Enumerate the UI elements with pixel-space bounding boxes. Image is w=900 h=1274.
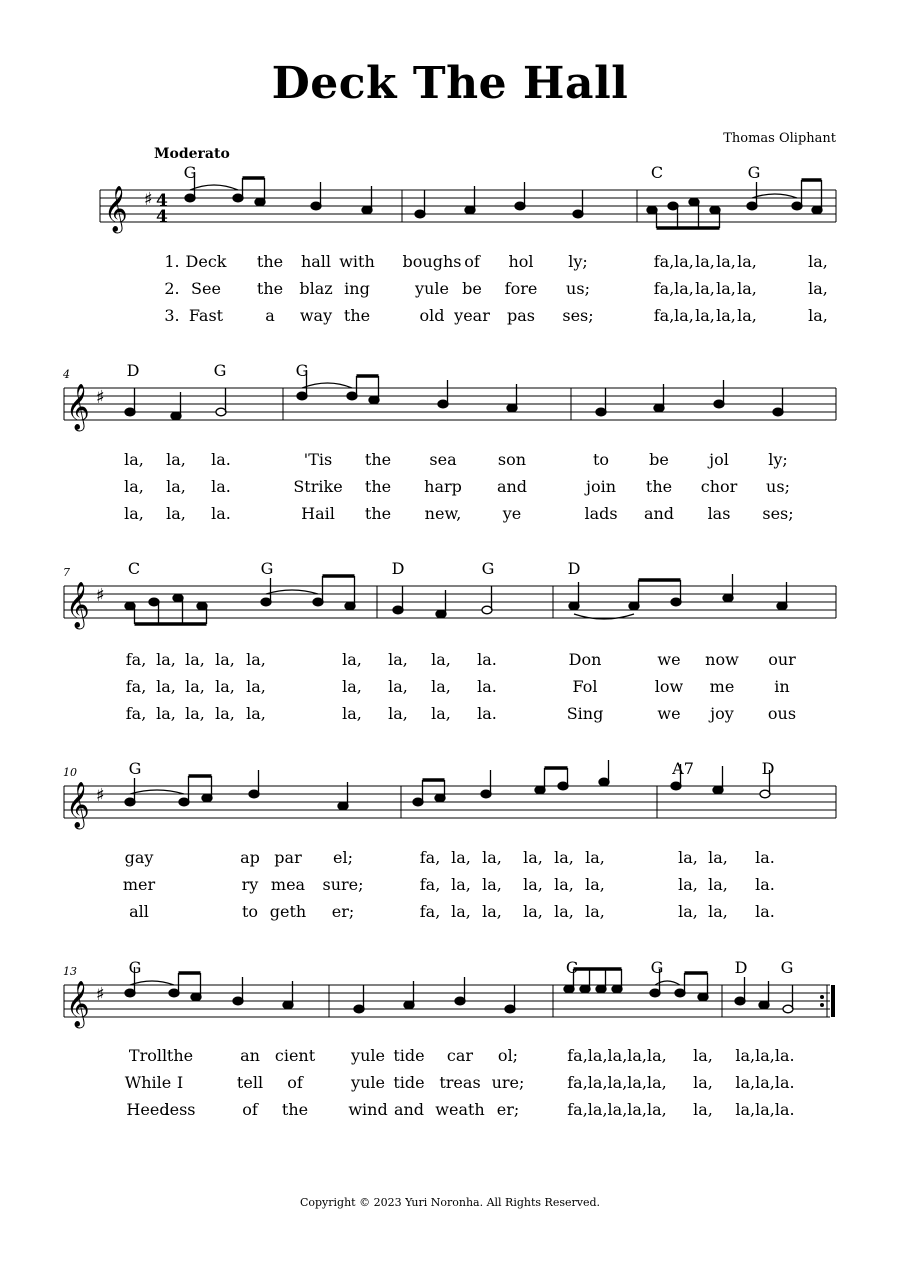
lyric-syllable: Strike — [293, 477, 343, 496]
lyric-syllable: la, — [156, 704, 176, 723]
lyric-syllable: er; — [496, 1100, 520, 1119]
lyric-syllable: la. — [211, 477, 231, 496]
lyric-syllable: the — [364, 504, 392, 523]
lyric-syllable: la, — [808, 306, 828, 325]
lyric-syllable: ses; — [762, 504, 794, 523]
lyric-syllable: la, — [693, 1100, 713, 1119]
lyric-syllable: la, — [554, 848, 574, 867]
lyric-syllable: geth — [269, 902, 307, 921]
lyric-syllable: ap — [240, 848, 260, 867]
chord-symbol: C — [565, 958, 579, 977]
lyric-syllable: la, — [808, 279, 828, 298]
chord-symbol: C — [127, 559, 141, 578]
lyric-syllable: la, — [554, 875, 574, 894]
lyric-syllable: la, — [678, 875, 698, 894]
key-signature-sharp-icon: ♯ — [96, 387, 105, 408]
lyric-syllable: la, — [451, 875, 471, 894]
lyric-syllable: and — [496, 477, 528, 496]
chord-symbol: G — [780, 958, 794, 977]
chord-symbol: G — [481, 559, 495, 578]
lyric-syllable: lads — [584, 504, 618, 523]
lyric-syllable: in — [774, 677, 790, 696]
lyric-syllable: la, — [737, 306, 757, 325]
composer-credit: Thomas Oliphant — [723, 131, 836, 146]
lyric-syllable: us; — [766, 477, 790, 496]
lyric-syllable: tell — [236, 1073, 264, 1092]
chord-symbol: G — [128, 958, 142, 977]
lyric-syllable: la. — [211, 504, 231, 523]
lyric-syllable: la, — [554, 902, 574, 921]
lyric-syllable: the — [364, 450, 392, 469]
lyric-syllable: fa,la,la,la,la, — [567, 1073, 667, 1092]
lyric-syllable: la, — [156, 677, 176, 696]
lyric-syllable: la, — [246, 704, 266, 723]
lyric-syllable: la, — [523, 902, 543, 921]
lyric-syllable: fa, — [653, 252, 675, 271]
lyric-syllable: of — [464, 252, 480, 271]
chord-symbol: D — [734, 958, 748, 977]
chord-symbol: G — [747, 163, 761, 182]
lyric-syllable: Fast — [188, 306, 224, 325]
lyric-syllable: la, — [716, 306, 736, 325]
key-signature-sharp-icon: ♯ — [144, 189, 153, 210]
lyric-syllable: la, — [674, 306, 694, 325]
lyric-syllable: la. — [477, 677, 497, 696]
lyric-syllable: to — [241, 902, 259, 921]
lyric-syllable: la, — [482, 848, 502, 867]
lyric-syllable: la, — [215, 677, 235, 696]
lyric-syllable: la, — [695, 306, 715, 325]
lyric-syllable: we — [657, 704, 681, 723]
lyric-syllable: Deck — [185, 252, 227, 271]
lyric-syllable: an — [240, 1046, 260, 1065]
lyric-syllable: fore — [504, 279, 538, 298]
lyric-syllable: Don — [568, 650, 602, 669]
lyric-syllable: la, — [585, 902, 605, 921]
lyric-syllable: la, — [246, 650, 266, 669]
lyric-syllable: See — [191, 279, 221, 298]
lyric-syllable: la, — [674, 252, 694, 271]
lyric-syllable: be — [649, 450, 669, 469]
verse-number: 3. — [164, 306, 180, 325]
song-title: Deck The Hall — [271, 58, 629, 109]
lyric-syllable: ly; — [568, 252, 588, 271]
lyric-syllable: blaz — [299, 279, 333, 298]
lyric-syllable: and — [643, 504, 675, 523]
treble-clef-icon: 𝄞 — [66, 981, 90, 1027]
lyric-syllable: la, — [215, 704, 235, 723]
lyric-syllable: la. — [477, 704, 497, 723]
lyric-syllable: now — [705, 650, 739, 669]
lyric-syllable: er; — [331, 902, 355, 921]
lyric-syllable: la, — [674, 279, 694, 298]
lyric-syllable: la. — [755, 848, 775, 867]
lyric-syllable: la, — [246, 677, 266, 696]
lyric-syllable: the — [256, 252, 284, 271]
lyric-syllable: our — [768, 650, 796, 669]
notes-system-1 — [185, 172, 822, 228]
lyric-syllable: la, — [156, 650, 176, 669]
lyric-syllable: la, — [388, 704, 408, 723]
lyric-syllable: yule — [415, 279, 449, 298]
lyric-syllable: la, — [342, 677, 362, 696]
chord-symbol: D — [567, 559, 581, 578]
lyric-syllable: cient — [274, 1046, 316, 1065]
lyric-syllable: ry — [241, 875, 259, 894]
lyric-syllable: joy — [710, 704, 734, 723]
chord-symbol: G — [128, 759, 142, 778]
lyric-syllable: la, — [388, 650, 408, 669]
treble-clef-icon: 𝄞 — [66, 782, 90, 828]
lyric-syllable: la, — [166, 477, 186, 496]
chord-symbol: G — [260, 559, 274, 578]
music-staff-1 — [0, 160, 900, 260]
lyric-syllable: Fol — [572, 677, 598, 696]
lyric-syllable: and — [393, 1100, 425, 1119]
lyric-syllable: chor — [700, 477, 738, 496]
key-signature-sharp-icon: ♯ — [96, 785, 105, 806]
lyric-syllable: la, — [708, 902, 728, 921]
lyric-syllable: fa,la,la,la,la, — [567, 1046, 667, 1065]
lyric-syllable: hall — [300, 252, 332, 271]
lyric-syllable: year — [454, 306, 490, 325]
lyric-syllable: la,la,la. — [735, 1046, 795, 1065]
lyric-syllable: la, — [708, 848, 728, 867]
lyric-syllable: be — [462, 279, 482, 298]
lyric-syllable: fa, — [419, 902, 441, 921]
lyric-syllable: the — [256, 279, 284, 298]
lyric-syllable: the — [343, 306, 371, 325]
lyric-syllable: la, — [716, 252, 736, 271]
lyric-syllable: new, — [424, 504, 462, 523]
lyric-syllable: all — [129, 902, 149, 921]
lyric-syllable: to — [592, 450, 610, 469]
lyric-syllable: fa, — [125, 677, 147, 696]
lyric-syllable: sea — [429, 450, 457, 469]
lyric-syllable: of — [287, 1073, 303, 1092]
final-barline — [831, 985, 835, 1017]
lyric-syllable: la, — [451, 848, 471, 867]
chord-symbol: G — [650, 958, 664, 977]
lyric-syllable: ing — [344, 279, 370, 298]
measure-number: 4 — [63, 368, 70, 381]
lyric-syllable: the — [166, 1046, 194, 1065]
lyric-syllable: low — [654, 677, 684, 696]
lyric-syllable: la, — [388, 677, 408, 696]
chord-symbol: A7 — [672, 759, 694, 778]
lyric-syllable: boughs — [402, 252, 462, 271]
lyric-syllable: us; — [566, 279, 590, 298]
treble-clef-icon: 𝄞 — [66, 582, 90, 628]
lyric-syllable: harp — [424, 477, 462, 496]
lyric-syllable: hol — [508, 252, 534, 271]
verse-number: 2. — [164, 279, 180, 298]
copyright-notice: Copyright © 2023 Yuri Noronha. All Rights Reserved. — [299, 1196, 601, 1209]
chord-symbol: G — [183, 163, 197, 182]
lyric-syllable: la, — [585, 875, 605, 894]
lyric-syllable: la, — [737, 279, 757, 298]
lyric-syllable: la, — [431, 650, 451, 669]
lyric-syllable: the — [364, 477, 392, 496]
repeat-dot — [820, 1003, 824, 1007]
key-signature-sharp-icon: ♯ — [96, 984, 105, 1005]
lyric-syllable: la,la,la. — [735, 1073, 795, 1092]
lyric-syllable: son — [497, 450, 527, 469]
lyric-syllable: la, — [695, 279, 715, 298]
lyric-syllable: of — [242, 1100, 258, 1119]
lyric-syllable: ses; — [562, 306, 594, 325]
lyric-syllable: fa, — [419, 848, 441, 867]
tempo-marking: Moderato — [154, 146, 230, 162]
lyric-syllable: treas — [439, 1073, 481, 1092]
lyric-syllable: la, — [585, 848, 605, 867]
lyric-syllable: wind — [348, 1100, 388, 1119]
lyric-syllable: la, — [166, 504, 186, 523]
time-signature-bottom: 4 — [156, 207, 168, 227]
measure-number: 10 — [63, 766, 77, 779]
verse-number: 1. — [164, 252, 180, 271]
lyric-syllable: la, — [431, 704, 451, 723]
lyric-syllable: a — [265, 306, 275, 325]
chord-symbol: G — [295, 361, 309, 380]
lyric-syllable: Hail — [301, 504, 335, 523]
lyric-syllable: la, — [185, 704, 205, 723]
lyric-syllable: la, — [342, 650, 362, 669]
lyric-syllable: la,la,la. — [735, 1100, 795, 1119]
lyric-syllable: Heed — [126, 1100, 170, 1119]
notes-system-3 — [125, 574, 787, 624]
lyric-syllable: la, — [708, 875, 728, 894]
lyric-syllable: yule — [351, 1046, 385, 1065]
lyric-syllable: la. — [755, 875, 775, 894]
measure-number: 7 — [63, 566, 70, 579]
lyric-syllable: ye — [502, 504, 522, 523]
lyric-syllable: yule — [351, 1073, 385, 1092]
lyric-syllable: Troll — [128, 1046, 168, 1065]
key-signature-sharp-icon: ♯ — [96, 585, 105, 606]
lyric-syllable: par — [274, 848, 302, 867]
lyric-syllable: join — [585, 477, 617, 496]
lyric-syllable: Sing — [566, 704, 604, 723]
lyric-syllable: la, — [693, 1046, 713, 1065]
treble-clef-icon: 𝄞 — [104, 186, 128, 232]
lyric-syllable: la, — [124, 477, 144, 496]
lyric-syllable: la. — [477, 650, 497, 669]
lyric-syllable: I — [176, 1073, 184, 1092]
chord-symbol: D — [761, 759, 775, 778]
lyric-syllable: la, — [678, 848, 698, 867]
chord-symbol: C — [650, 163, 664, 182]
repeat-dot — [820, 995, 824, 999]
lyric-syllable: las — [707, 504, 731, 523]
lyric-syllable: we — [657, 650, 681, 669]
lyric-syllable: ol; — [497, 1046, 519, 1065]
lyric-syllable: old — [419, 306, 445, 325]
lyric-syllable: la, — [523, 848, 543, 867]
lyric-syllable: the — [645, 477, 673, 496]
notes-system-5 — [125, 967, 793, 1013]
measure-number: 13 — [63, 965, 77, 978]
lyric-syllable: la, — [678, 902, 698, 921]
lyric-syllable: car — [446, 1046, 474, 1065]
lyric-syllable: weath — [435, 1100, 485, 1119]
lyric-syllable: la, — [693, 1073, 713, 1092]
lyric-syllable: la, — [695, 252, 715, 271]
lyric-syllable: ly; — [768, 450, 788, 469]
lyric-syllable: la, — [482, 902, 502, 921]
lyric-syllable: 'Tis — [303, 450, 333, 469]
lyric-syllable: jol — [709, 450, 729, 469]
lyric-syllable: la, — [737, 252, 757, 271]
lyric-syllable: way — [299, 306, 333, 325]
lyric-syllable: tide — [393, 1046, 425, 1065]
lyric-syllable: with — [339, 252, 375, 271]
lyric-syllable: la, — [523, 875, 543, 894]
lyric-syllable: tide — [393, 1073, 425, 1092]
lyric-syllable: fa, — [419, 875, 441, 894]
lyric-syllable: la, — [716, 279, 736, 298]
lyric-syllable: la, — [185, 677, 205, 696]
lyric-syllable: ure; — [491, 1073, 525, 1092]
lyric-syllable: la. — [211, 450, 231, 469]
lyric-syllable: fa, — [125, 704, 147, 723]
lyric-syllable: fa,la,la,la,la, — [567, 1100, 667, 1119]
treble-clef-icon: 𝄞 — [66, 384, 90, 430]
lyric-syllable: la. — [755, 902, 775, 921]
lyric-syllable: the — [281, 1100, 309, 1119]
lyric-syllable: sure; — [322, 875, 364, 894]
lyric-syllable: fa, — [653, 279, 675, 298]
lyric-syllable: la, — [482, 875, 502, 894]
chord-symbol: D — [391, 559, 405, 578]
lyric-syllable: la, — [124, 504, 144, 523]
lyric-syllable: me — [709, 677, 735, 696]
lyric-syllable: mea — [270, 875, 306, 894]
lyric-syllable: la, — [185, 650, 205, 669]
lyric-syllable: ous — [767, 704, 797, 723]
lyric-syllable: la, — [808, 252, 828, 271]
lyric-syllable: fa, — [653, 306, 675, 325]
lyric-syllable: mer — [122, 875, 156, 894]
lyric-syllable: el; — [333, 848, 353, 867]
lyric-syllable: la, — [124, 450, 144, 469]
chord-symbol: G — [213, 361, 227, 380]
lyric-syllable: fa, — [125, 650, 147, 669]
lyric-syllable: While — [124, 1073, 172, 1092]
lyric-syllable: la, — [215, 650, 235, 669]
time-signature-top: 4 — [156, 191, 168, 211]
lyric-syllable: gay — [124, 848, 154, 867]
lyric-syllable: pas — [507, 306, 535, 325]
chord-symbol: D — [126, 361, 140, 380]
lyric-syllable: la, — [431, 677, 451, 696]
lyric-syllable: la, — [451, 902, 471, 921]
lyric-syllable: la, — [342, 704, 362, 723]
lyric-syllable: less — [164, 1100, 196, 1119]
lyric-syllable: la, — [166, 450, 186, 469]
